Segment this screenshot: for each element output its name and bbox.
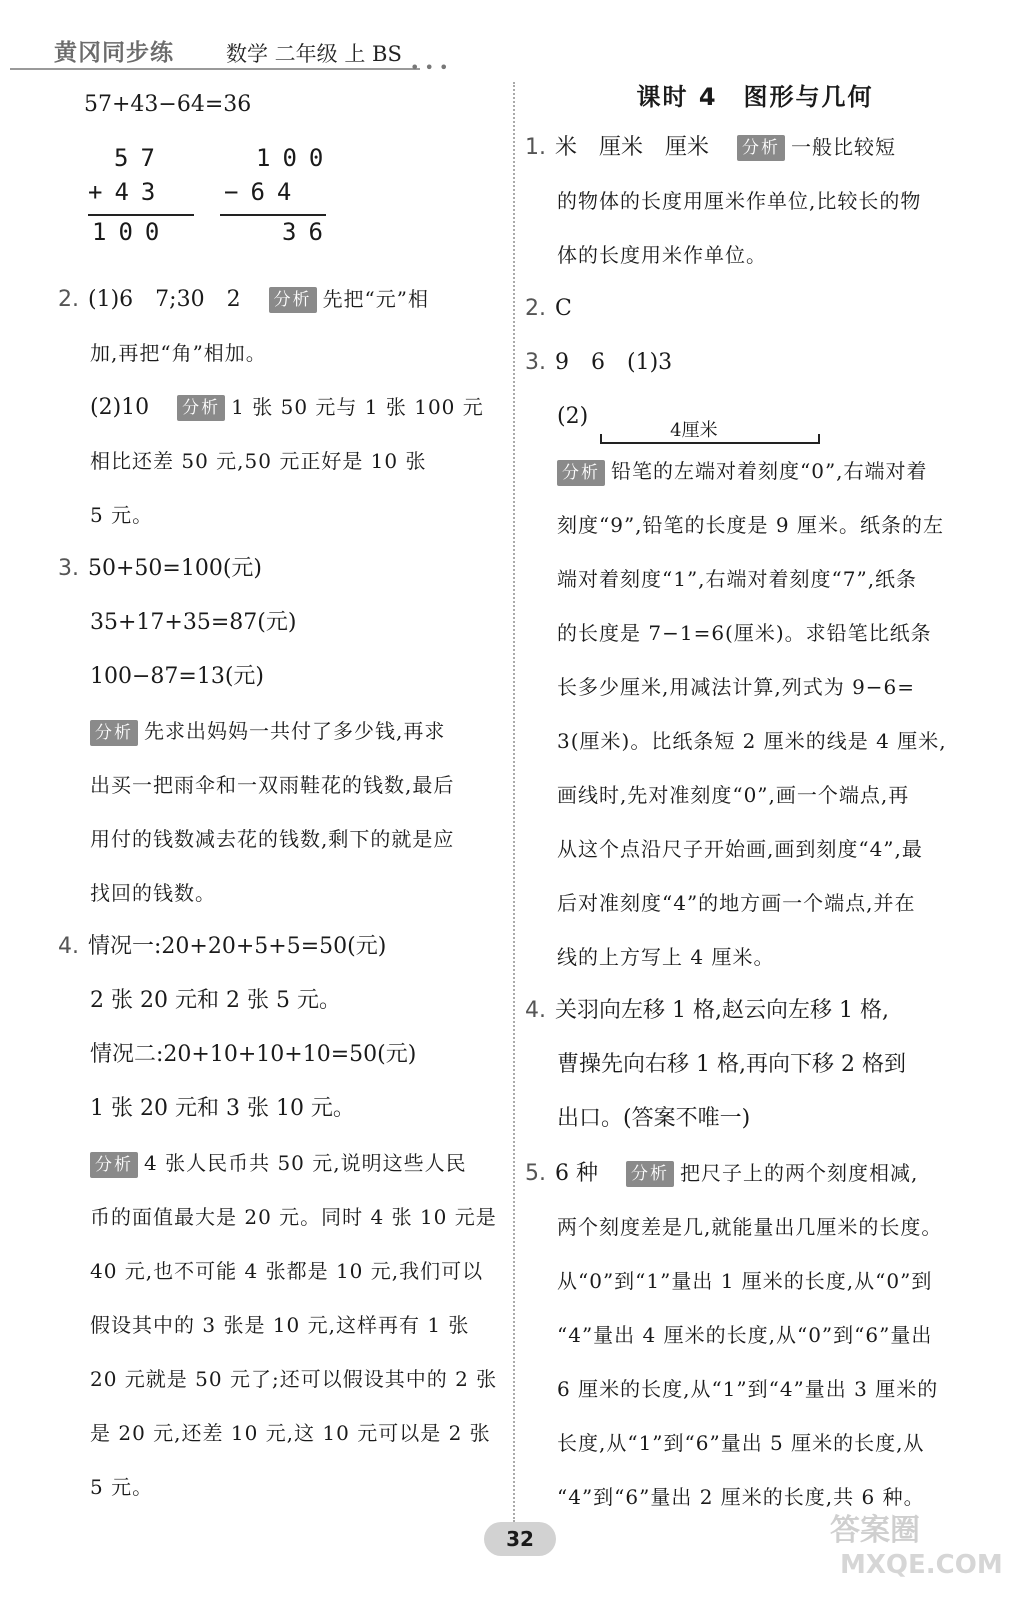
q4-analysis-2: 币的面值最大是 20 元。同时 4 张 10 元是 [90,1205,497,1229]
q3-analysis-4: 找回的钱数。 [90,881,216,905]
page-header [0,0,1020,80]
drawn-line-label: 4厘米 [670,420,718,441]
r-q3-a1: 铅笔的左端对着刻度“0”,右端对着 [611,459,928,483]
q4-line1 [58,920,508,974]
r-q5-analysis-4: “4”量出 4 厘米的长度,从“0”到“6”量出 [557,1323,933,1347]
q4-analysis-6: 是 20 元,还差 10 元,这 10 元可以是 2 张 [90,1421,491,1445]
q4-analysis-3: 40 元,也不可能 4 张都是 10 元,我们可以 [90,1259,484,1283]
r-q1-line1 [525,120,985,174]
r-q3-analysis-7: 画线时,先对准刻度“0”,画一个端点,再 [557,783,910,807]
q3-analysis-2: 出买一把雨伞和一双雨鞋花的钱数,最后 [90,773,455,797]
q4-line2: 2 张 20 元和 2 张 5 元。 [90,988,341,1013]
r-q1-analysis-3: 体的长度用米作单位。 [557,243,767,267]
vertical2-top: 100 [256,144,336,172]
header-dots: • • • [410,58,449,77]
brand-logo: 黄冈同步练 [54,40,174,66]
r-q3-line2 [525,390,985,444]
watermark-logo: 答案圈 [830,1513,920,1548]
q4-l1: 情况一:20+20+5+5=50(元) [88,934,387,959]
equation-line: 57+43−64=36 [84,92,252,117]
q4-analysis-1 [58,1136,508,1190]
vertical2-rule [220,214,326,216]
r-q1-answer: 米 厘米 厘米 [555,135,710,160]
r-q2-number: 2. [525,296,546,321]
analysis-tag: 分析 [557,460,605,486]
watermark-url: MXQE.COM [840,1550,1003,1580]
drawn-line-4cm [600,412,820,444]
r-q5-analysis-6: 长度,从“1”到“6”量出 5 厘米的长度,从 [557,1431,925,1455]
q3-line1 [58,542,508,596]
q3-line3: 100−87=13(元) [90,664,265,689]
vertical1-mid: +43 [88,178,168,206]
q4-analysis-5: 20 元就是 50 元了;还可以假设其中的 2 张 [90,1367,498,1391]
r-q5-analysis-5: 6 厘米的长度,从“1”到“4”量出 3 厘米的 [557,1377,939,1401]
subject-label: 数学 二年级 上 BS [226,42,402,66]
right-column [525,78,985,1524]
r-q4-line2: 曹操先向右移 1 格,再向下移 2 格到 [557,1052,906,1077]
q3-number: 3. [58,556,79,581]
r-q4-l1: 关羽向左移 1 格,赵云向左移 1 格, [555,998,889,1023]
r-q4-line3: 出口。(答案不唯一) [557,1106,751,1131]
analysis-tag: 分析 [177,395,225,421]
q4-a1: 4 张人民币共 50 元,说明这些人民 [144,1151,467,1175]
analysis-tag: 分析 [269,287,317,313]
q4-analysis-7: 5 元。 [90,1475,154,1499]
r-q3-analysis-8: 从这个点沿尺子开始画,画到刻度“4”,最 [557,837,923,861]
analysis-tag: 分析 [737,135,785,161]
lesson-title: 课时 4 图形与几何 [636,83,874,111]
vertical1-result: 100 [92,218,172,246]
vertical2-mid: −64 [224,178,304,206]
q3-l1: 50+50=100(元) [88,556,263,581]
r-q5-line1 [525,1146,985,1200]
page-number: 32 [484,1522,556,1556]
q2-p2-analysis-b: 相比还差 50 元,50 元正好是 10 张 [90,449,427,473]
q3-line2: 35+17+35=87(元) [90,610,297,635]
r-q2-answer: C [555,296,572,321]
q2-p2-analysis-a: 1 张 50 元与 1 张 100 元 [231,395,484,419]
q3-analysis-3: 用付的钱数减去花的钱数,剩下的就是应 [90,827,455,851]
r-q5-answer: 6 种 [555,1161,598,1186]
analysis-tag: 分析 [90,1152,138,1178]
q2-p1-analysis-b: 加,再把“角”相加。 [90,341,267,365]
r-q5-a1: 把尺子上的两个刻度相减, [680,1161,919,1185]
r-q3-analysis-3: 端对着刻度“1”,右端对着刻度“7”,纸条 [557,567,918,591]
q3-a1: 先求出妈妈一共付了多少钱,再求 [144,719,446,743]
r-q5-number: 5. [525,1161,546,1186]
q2-part1 [58,272,508,326]
q2-p2-analysis-c: 5 元。 [90,503,154,527]
r-q1-number: 1. [525,135,546,160]
q2-number: 2. [58,287,79,312]
r-q3-analysis-9: 后对准刻度“4”的地方画一个端点,并在 [557,891,916,915]
analysis-tag: 分析 [90,720,138,746]
column-divider [513,82,515,1522]
q3-analysis-1 [58,704,508,758]
r-q3-answer: 9 6 (1)3 [555,350,673,375]
q4-analysis-4: 假设其中的 3 张是 10 元,这样再有 1 张 [90,1313,470,1337]
r-q1-a1: 一般比较短 [791,135,897,159]
r-q3-analysis-4: 的长度是 7−1=6(厘米)。求铅笔比纸条 [557,621,932,645]
analysis-tag: 分析 [626,1161,674,1187]
q4-line3: 情况二:20+10+10+10=50(元) [90,1042,417,1067]
left-column [58,78,508,1514]
vertical2-result: 36 [282,218,335,246]
r-q3-analysis-1 [525,444,985,498]
q2-part2 [58,380,508,434]
r-q3-number: 3. [525,350,546,375]
vertical-calculations [88,138,508,258]
r-q3-analysis-5: 长多少厘米,用减法计算,列式为 9−6= [557,675,916,699]
q4-number: 4. [58,934,79,959]
header-rule [10,68,420,70]
q2-p2-answer: (2)10 [90,395,150,420]
vertical1-top: 57 [114,144,167,172]
r-q3-analysis-2: 刻度“9”,铅笔的长度是 9 厘米。纸条的左 [557,513,944,537]
r-q5-analysis-3: 从“0”到“1”量出 1 厘米的长度,从“0”到 [557,1269,933,1293]
r-q1-analysis-2: 的物体的长度用厘米作单位,比较长的物 [557,189,922,213]
r-q5-analysis-2: 两个刻度差是几,就能量出几厘米的长度。 [557,1215,943,1239]
r-q3-analysis-10: 线的上方写上 4 厘米。 [557,945,775,969]
q2-p1-analysis-a: 先把“元”相 [322,287,430,311]
q2-p1-answer: (1)6 7;30 2 [88,287,241,312]
r-q4-number: 4. [525,998,546,1023]
r-q3-analysis-6: 3(厘米)。比纸条短 2 厘米的线是 4 厘米, [557,729,947,753]
vertical1-rule [88,214,194,216]
r-q4-line1 [525,984,985,1038]
r-q3-p2-label: (2) [557,404,589,429]
r-q3-line1 [525,336,985,390]
q4-line4: 1 张 20 元和 3 张 10 元。 [90,1096,355,1121]
r-q5-analysis-7: “4”到“6”量出 2 厘米的长度,共 6 种。 [557,1485,925,1509]
r-q2-line [525,282,985,336]
